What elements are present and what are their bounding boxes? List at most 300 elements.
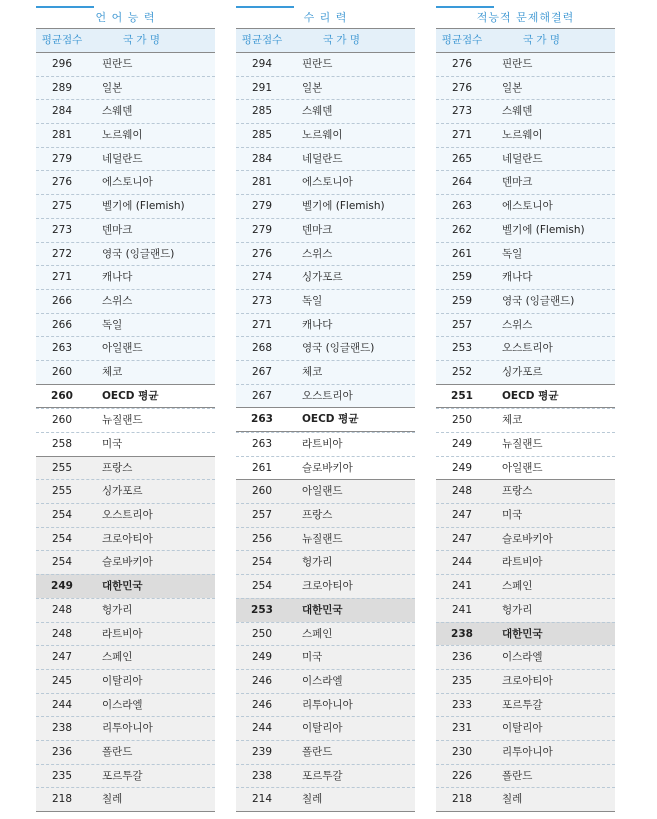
country-cell: 이탈리아 (102, 674, 143, 687)
country-cell: 영국 (잉글랜드) (302, 342, 375, 355)
country-cell: 일본 (502, 81, 523, 94)
table-row (236, 360, 415, 384)
table-row (436, 408, 615, 432)
score-cell: 279 (251, 223, 273, 236)
table-row (36, 360, 215, 384)
table-row (36, 456, 215, 480)
score-cell: 236 (51, 745, 73, 758)
score-cell: 250 (451, 414, 473, 427)
score-cell: 267 (251, 389, 273, 402)
table-row (436, 574, 615, 598)
country-cell: 라트비아 (302, 438, 343, 450)
country-cell: 스웨덴 (102, 105, 133, 118)
table-row (236, 53, 415, 76)
table-row (36, 764, 215, 788)
table-row (36, 408, 215, 432)
score-cell: 276 (51, 176, 73, 189)
score-cell: 231 (451, 722, 473, 735)
table-row (436, 218, 615, 242)
country-cell: 뉴질랜드 (102, 414, 143, 427)
country-cell: OECD 평균 (502, 389, 559, 402)
table-row (36, 289, 215, 313)
score-cell: 247 (51, 651, 73, 664)
score-cell: 267 (251, 365, 273, 378)
table-row (436, 53, 615, 76)
country-cell: 크로아티아 (102, 532, 153, 545)
country-cell: 헝가리 (102, 603, 133, 616)
score-cell: 266 (51, 318, 73, 331)
table-row (36, 194, 215, 218)
table-row (36, 740, 215, 764)
score-cell: 249 (451, 438, 473, 450)
table-row (436, 764, 615, 788)
table-header (36, 29, 215, 53)
score-cell: 214 (251, 793, 273, 806)
score-cell: 291 (251, 81, 273, 94)
score-cell: 276 (451, 81, 473, 94)
score-cell: 239 (251, 745, 273, 758)
table-row (436, 76, 615, 100)
table-row (36, 336, 215, 360)
table-row (436, 622, 615, 646)
score-cell: 273 (51, 223, 73, 236)
table-row (436, 716, 615, 740)
score-cell: 271 (251, 318, 273, 331)
score-cell: 259 (451, 271, 473, 284)
table-row (436, 265, 615, 289)
country-cell: 스위스 (502, 318, 533, 331)
country-cell: 핀란드 (502, 58, 533, 70)
country-cell: 에스토니아 (102, 176, 153, 189)
score-cell: 272 (51, 247, 73, 260)
country-cell: 오스트리아 (502, 342, 553, 355)
table-row (236, 716, 415, 740)
country-cell: 포르투갈 (302, 769, 343, 782)
score-cell: 218 (451, 793, 473, 806)
table-row (436, 123, 615, 147)
table-row (236, 527, 415, 551)
panel-numeracy (236, 6, 415, 812)
score-cell: 241 (451, 603, 473, 616)
score-cell: 244 (251, 722, 273, 735)
score-cell: 273 (251, 294, 273, 307)
country-cell: 라트비아 (102, 627, 143, 640)
country-cell: 영국 (잉글랜드) (502, 294, 575, 307)
score-cell: 255 (51, 461, 73, 474)
score-cell: 255 (51, 485, 73, 498)
table-row (236, 384, 415, 408)
score-cell: 218 (51, 793, 73, 806)
score-cell: 284 (51, 105, 73, 118)
country-cell: 캐나다 (102, 271, 133, 284)
table-body (236, 53, 415, 812)
country-cell: 슬로바키아 (302, 461, 353, 474)
table-row (436, 693, 615, 717)
score-cell: 296 (51, 58, 73, 70)
table-row (36, 622, 215, 646)
score-cell: 253 (451, 342, 473, 355)
score-cell: 236 (451, 651, 473, 664)
score-cell: 294 (251, 58, 273, 70)
table-row (436, 503, 615, 527)
score-cell: 226 (451, 769, 473, 782)
panel-problem-solving (436, 6, 615, 812)
table-row (436, 313, 615, 337)
score-cell: 276 (451, 58, 473, 70)
score-cell: 271 (51, 271, 73, 284)
score-cell: 271 (451, 129, 473, 142)
country-cell: 싱가포르 (102, 485, 143, 498)
country-cell: 독일 (502, 247, 523, 260)
score-cell: 241 (451, 580, 473, 593)
score-cell: 281 (51, 129, 73, 142)
country-column-header: 국 가 명 (322, 34, 361, 46)
table-row (36, 432, 215, 456)
table-row (236, 503, 415, 527)
table-row (236, 622, 415, 646)
country-cell: 이스라엘 (302, 674, 343, 687)
table-row (36, 242, 215, 266)
score-cell: 248 (51, 627, 73, 640)
score-cell: 238 (251, 769, 273, 782)
country-cell: 체코 (302, 365, 323, 378)
score-cell: 276 (251, 247, 273, 260)
table-row (436, 99, 615, 123)
country-cell: 캐나다 (302, 318, 333, 331)
country-cell: 칠레 (102, 793, 123, 806)
score-cell: 261 (451, 247, 473, 260)
table-row (436, 669, 615, 693)
country-cell: 체코 (502, 414, 523, 427)
score-cell: 258 (51, 438, 73, 450)
table-row (36, 265, 215, 289)
score-cell: 289 (51, 81, 73, 94)
table-row (236, 787, 415, 811)
table-row (236, 598, 415, 622)
table-row (36, 170, 215, 194)
country-cell: 노르웨이 (502, 129, 543, 142)
table-row (36, 147, 215, 171)
score-cell: 263 (451, 200, 473, 213)
panel-title: 언 어 능 력 (95, 11, 156, 24)
score-cell: 238 (51, 722, 73, 735)
country-cell: 스페인 (502, 580, 533, 593)
score-cell: 250 (251, 627, 273, 640)
country-cell: 헝가리 (502, 603, 533, 616)
table-row (236, 456, 415, 480)
table-row (436, 194, 615, 218)
country-cell: 크로아티아 (502, 674, 553, 687)
table-row (236, 218, 415, 242)
score-cell: 244 (51, 698, 73, 711)
score-cell: 260 (251, 485, 273, 498)
table-row (36, 479, 215, 503)
accent-rule (236, 6, 294, 8)
table-row (236, 479, 415, 503)
country-cell: 미국 (302, 651, 323, 664)
table-row (436, 527, 615, 551)
score-cell: 251 (451, 389, 473, 402)
score-cell: 238 (451, 627, 473, 640)
country-cell: 이스라엘 (502, 651, 543, 664)
table-row (236, 669, 415, 693)
score-cell: 284 (251, 152, 273, 165)
country-cell: 네덜란드 (502, 152, 543, 165)
table-row (236, 123, 415, 147)
table-row (36, 527, 215, 551)
score-cell: 274 (251, 271, 273, 284)
table-row (436, 598, 615, 622)
score-cell: 256 (251, 532, 273, 545)
country-cell: 벨기에 (Flemish) (302, 200, 385, 213)
score-cell: 260 (51, 365, 73, 378)
table-row (436, 242, 615, 266)
country-cell: OECD 평균 (302, 413, 359, 426)
country-cell: 뉴질랜드 (302, 532, 343, 545)
country-cell: 일본 (102, 81, 123, 94)
table-row (436, 456, 615, 480)
table-row (36, 76, 215, 100)
country-cell: 폴란드 (502, 769, 533, 782)
country-cell: 이스라엘 (102, 698, 143, 711)
score-cell: 254 (251, 556, 273, 569)
score-cell: 279 (51, 152, 73, 165)
table-row (236, 289, 415, 313)
table-row (236, 432, 415, 456)
score-cell: 260 (51, 389, 73, 402)
table-row (236, 764, 415, 788)
score-cell: 254 (251, 580, 273, 593)
country-cell: 스웨덴 (502, 105, 533, 118)
table-row (36, 787, 215, 811)
country-cell: 오스트리아 (302, 389, 353, 402)
country-cell: 싱가포르 (302, 271, 343, 284)
score-cell: 233 (451, 698, 473, 711)
table-row (236, 740, 415, 764)
score-cell: 248 (51, 603, 73, 616)
country-cell: 덴마크 (302, 223, 333, 236)
country-cell: 칠레 (302, 793, 323, 806)
score-cell: 263 (51, 342, 73, 355)
table-row (436, 360, 615, 384)
score-cell: 249 (451, 461, 473, 474)
score-cell: 230 (451, 745, 473, 758)
country-cell: 노르웨이 (102, 129, 143, 142)
score-cell: 257 (451, 318, 473, 331)
country-cell: 에스토니아 (302, 176, 353, 189)
country-cell: 스페인 (302, 627, 333, 640)
table-row (36, 313, 215, 337)
score-cell: 246 (251, 698, 273, 711)
table-row (236, 194, 415, 218)
table-row (436, 645, 615, 669)
country-cell: 캐나다 (502, 271, 533, 284)
country-cell: 미국 (102, 438, 123, 450)
country-cell: 아일랜드 (102, 342, 143, 355)
table-row (236, 336, 415, 360)
score-cell: 254 (51, 509, 73, 522)
table-row (36, 550, 215, 574)
table-row (236, 645, 415, 669)
table-row (236, 313, 415, 337)
country-cell: 벨기에 (Flemish) (502, 223, 585, 236)
country-cell: 스페인 (102, 651, 133, 664)
country-cell: 독일 (302, 294, 323, 307)
table-row (36, 503, 215, 527)
score-cell: 235 (451, 674, 473, 687)
country-cell: 네덜란드 (302, 152, 343, 165)
score-cell: 264 (451, 176, 473, 189)
score-column-header: 평균점수 (41, 34, 83, 46)
country-cell: 프랑스 (102, 461, 133, 474)
country-cell: 스위스 (102, 294, 133, 307)
country-cell: 스위스 (302, 247, 333, 260)
country-cell: 이탈리아 (302, 722, 343, 735)
score-cell: 247 (451, 532, 473, 545)
table-row (236, 265, 415, 289)
table-row (36, 218, 215, 242)
score-cell: 268 (251, 342, 273, 355)
score-cell: 254 (51, 532, 73, 545)
table-row (436, 384, 615, 409)
score-cell: 245 (51, 674, 73, 687)
table-header (436, 29, 615, 53)
score-cell: 263 (251, 413, 273, 426)
country-cell: 리투아니아 (502, 745, 553, 758)
score-cell: 261 (251, 461, 273, 474)
country-cell: 대한민국 (502, 627, 543, 640)
country-cell: 덴마크 (102, 223, 133, 236)
score-cell: 273 (451, 105, 473, 118)
country-cell: 스웨덴 (302, 105, 333, 118)
country-cell: 덴마크 (502, 176, 533, 189)
table-row (236, 99, 415, 123)
score-cell: 235 (51, 769, 73, 782)
country-cell: 폴란드 (302, 745, 333, 758)
table-row (436, 479, 615, 503)
score-cell: 259 (451, 294, 473, 307)
score-cell: 262 (451, 223, 473, 236)
table-row (436, 170, 615, 194)
table-row (36, 574, 215, 598)
score-cell: 260 (51, 414, 73, 427)
table-row (36, 384, 215, 409)
country-cell: 칠레 (502, 793, 523, 806)
country-cell: 이탈리아 (502, 722, 543, 735)
table-row (36, 598, 215, 622)
country-cell: 포르투갈 (102, 769, 143, 782)
table-row (236, 407, 415, 432)
country-cell: 리투아니아 (102, 722, 153, 735)
country-cell: 벨기에 (Flemish) (102, 200, 185, 213)
country-cell: 일본 (302, 81, 323, 94)
accent-rule (436, 6, 494, 8)
table-row (236, 242, 415, 266)
country-cell: 싱가포르 (502, 365, 543, 378)
table-row (436, 432, 615, 456)
score-cell: 253 (251, 603, 273, 616)
score-cell: 254 (51, 556, 73, 569)
score-cell: 285 (251, 105, 273, 118)
table-row (436, 740, 615, 764)
score-cell: 281 (251, 176, 273, 189)
table-row (236, 147, 415, 171)
table-row (236, 574, 415, 598)
country-cell: 핀란드 (102, 58, 133, 70)
table-row (236, 170, 415, 194)
country-cell: 폴란드 (102, 745, 133, 758)
country-cell: 노르웨이 (302, 129, 343, 142)
country-cell: 네덜란드 (102, 152, 143, 165)
score-cell: 257 (251, 509, 273, 522)
country-cell: 크로아티아 (302, 580, 353, 593)
score-cell: 248 (451, 485, 473, 498)
score-cell: 279 (251, 200, 273, 213)
table-row (36, 693, 215, 717)
score-cell: 247 (451, 509, 473, 522)
panel-literacy (36, 6, 215, 812)
country-cell: 뉴질랜드 (502, 438, 543, 450)
table-row (36, 123, 215, 147)
panel-title: 적능적 문제해결력 (476, 11, 575, 24)
score-column-header: 평균점수 (241, 34, 283, 46)
score-cell: 249 (251, 651, 273, 664)
country-cell: 슬로바키아 (502, 532, 553, 545)
country-cell: 오스트리아 (102, 509, 153, 522)
score-cell: 244 (451, 556, 473, 569)
table-row (36, 53, 215, 76)
score-cell: 275 (51, 200, 73, 213)
table-row (36, 645, 215, 669)
country-cell: 대한민국 (102, 580, 143, 593)
table-row (436, 336, 615, 360)
country-cell: 핀란드 (302, 58, 333, 70)
table-row (36, 99, 215, 123)
country-cell: 에스토니아 (502, 200, 553, 213)
table-body (436, 53, 615, 812)
score-column-header: 평균점수 (441, 34, 483, 46)
table-row (236, 76, 415, 100)
country-cell: 대한민국 (302, 603, 343, 616)
country-cell: 영국 (잉글랜드) (102, 247, 175, 260)
table-row (236, 693, 415, 717)
country-cell: 프랑스 (302, 509, 333, 522)
table-row (436, 550, 615, 574)
table-header (236, 29, 415, 53)
country-cell: 라트비아 (502, 556, 543, 569)
country-cell: 포르투갈 (502, 698, 543, 711)
country-cell: 미국 (502, 509, 523, 522)
score-cell: 252 (451, 365, 473, 378)
country-column-header: 국 가 명 (122, 34, 161, 46)
country-cell: 리투아니아 (302, 698, 353, 711)
country-cell: 아일랜드 (302, 485, 343, 498)
score-cell: 285 (251, 129, 273, 142)
country-column-header: 국 가 명 (522, 34, 561, 46)
score-cell: 265 (451, 152, 473, 165)
country-cell: 슬로바키아 (102, 556, 153, 569)
table-row (36, 716, 215, 740)
panel-title: 수 리 력 (303, 11, 348, 24)
table-row (436, 147, 615, 171)
country-cell: 독일 (102, 318, 123, 331)
country-cell: 프랑스 (502, 485, 533, 498)
accent-rule (36, 6, 94, 8)
score-cell: 266 (51, 294, 73, 307)
table-row (236, 550, 415, 574)
score-cell: 263 (251, 438, 273, 450)
country-cell: 체코 (102, 365, 123, 378)
